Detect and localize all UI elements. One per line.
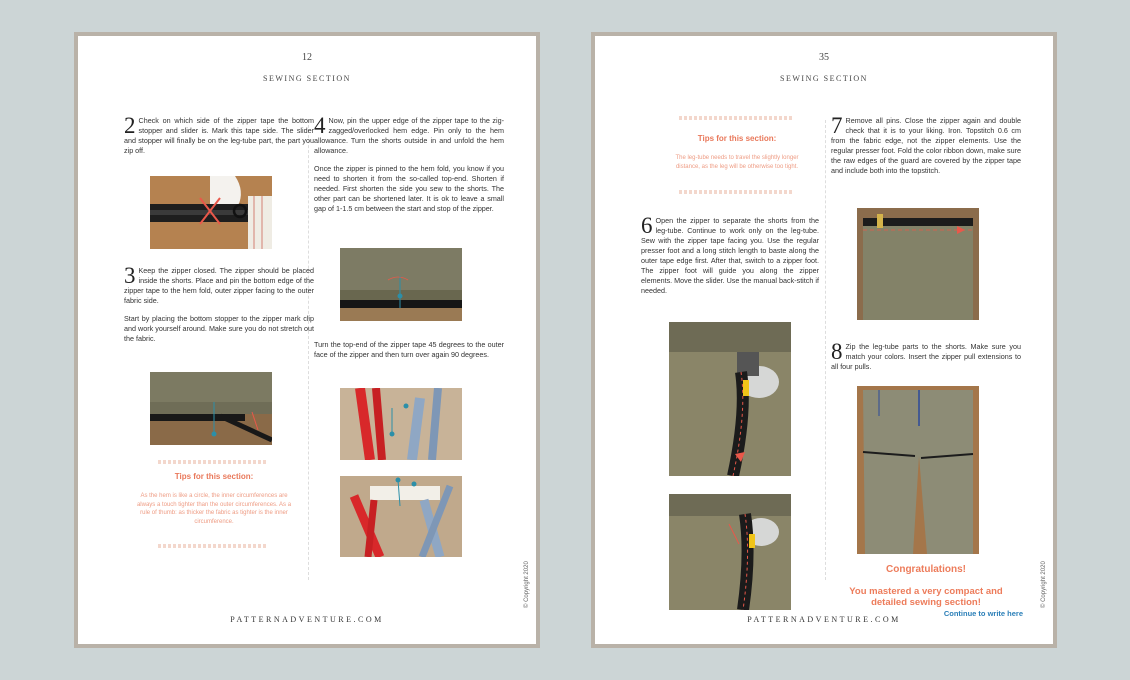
step-6 <box>641 213 819 296</box>
copyright: © Copyright 2020 <box>1041 561 1047 608</box>
hem-fold-photo <box>340 248 462 321</box>
turn-text: Turn the top-end of the zipper tape 45 degrees to the outer face of the zipper and then turn over again 90 degrees. <box>314 340 504 359</box>
tips-title: Tips for this section: <box>174 472 254 481</box>
right-page <box>591 32 1057 648</box>
step-text: Start by placing the bottom stopper to the zipper mark clip and work yourself around. Make sure you do not stretch out the fabric. <box>124 314 314 343</box>
sewing-zipper-photo-2 <box>669 494 791 610</box>
left-page <box>74 32 540 648</box>
copyright: © Copyright 2020 <box>524 561 530 608</box>
zipper-x-photo <box>150 176 272 249</box>
section-title: SEWING SECTION <box>780 74 868 83</box>
continue-link[interactable]: Continue to write here <box>943 609 1023 618</box>
tips-text: The leg-tube needs to travel the slightly longer distance, as the leg will be otherwise too tight. <box>675 155 799 170</box>
finished-pants-photo <box>857 386 979 554</box>
step-text: Keep the zipper closed. The zipper should be placed inside the shorts. Place and pin the bottom edge of the zipper tape to the hem fold, outer zipper facing to the outer fabric side. <box>124 266 314 305</box>
step-text: Now, pin the upper edge of the zipper tape to the zig-zagged/overlocked hem edge. Pin only to the hem allowance. Turn the shorts outside in and unfold the hem allowance. <box>314 116 504 155</box>
step-text: Open the zipper to separate the shorts from the leg-tube. Continue to work only on the leg-tube. Sew with the zipper tape facing you. Use the regular presser foot and a long stitch length to baste along the outer tape edge first. After that, switch to a zipper foot. The zipper foot will guide you along the zipper elements. Move the slider. Use the manual back-stitch if needed. <box>641 216 819 295</box>
tips-divider <box>158 460 268 464</box>
tips-divider <box>679 190 793 194</box>
step-number: 6 <box>641 213 653 238</box>
step-4 <box>314 113 504 214</box>
step-number: 2 <box>124 113 136 138</box>
section-title: SEWING SECTION <box>263 74 351 83</box>
step-7 <box>831 113 1021 176</box>
step-2 <box>124 113 314 156</box>
footer-site: PATTERNADVENTURE.COM <box>230 615 384 624</box>
zipper-ruler-photo <box>340 476 462 557</box>
congrats-title: Congratulations! <box>886 564 966 575</box>
step-text: Check on which side of the zipper tape the bottom stopper and slider is. Mark this tape side. The slider and stopper will finally be on the leg-tube part, the part you zip off. <box>124 116 314 155</box>
hem-zipper-photo <box>150 372 272 445</box>
step-number: 3 <box>124 263 136 288</box>
step-3 <box>124 263 314 344</box>
step-text: Remove all pins. Close the zipper again and double check that it is to your liking. Iron. Topstitch 0.6 cm from the fabric edge, not the zipper elements. Use the regular presser foot. Fold the color ribbon down, make sure the raw edges of the guard are covered by the zipper tape and include both into the topstitch. <box>831 116 1021 175</box>
tips-title: Tips for this section: <box>697 134 777 143</box>
step-number: 8 <box>831 339 843 364</box>
column-divider <box>308 120 309 580</box>
congrats-text: You mastered a very compact and detailed sewing section! <box>849 586 1003 608</box>
step-number: 4 <box>314 113 326 138</box>
tips-text: As the hem is like a circle, the inner circumferences are always a touch tighter than the outer circumferences. As a rule of thumb: as thicker the fabric as tighter is the inner circumference. <box>136 493 292 525</box>
step-text: Zip the leg-tube parts to the shorts. Make sure you match your colors. Insert the zipper pull extensions to all four pulls. <box>831 342 1021 371</box>
column-divider <box>825 120 826 580</box>
step-8 <box>831 339 1021 372</box>
step-text: Once the zipper is pinned to the hem fold, you know if you need to shorten it from the so-called top-end. Shorten if needed. First shorten the side you sew to the shorts. The other part can be shortened later. It is ok to leave a small gap of 1-1.5 cm between the start and stop of the zipper. <box>314 164 504 213</box>
tips-divider <box>158 544 268 548</box>
step-number: 7 <box>831 113 843 138</box>
topstitch-photo <box>857 208 979 320</box>
footer-site: PATTERNADVENTURE.COM <box>747 615 901 624</box>
tips-divider <box>679 116 793 120</box>
page-number: 35 <box>819 52 829 63</box>
sewing-zipper-photo-1 <box>669 322 791 476</box>
page-number: 12 <box>302 52 312 63</box>
zipper-top-end-photo <box>340 388 462 460</box>
